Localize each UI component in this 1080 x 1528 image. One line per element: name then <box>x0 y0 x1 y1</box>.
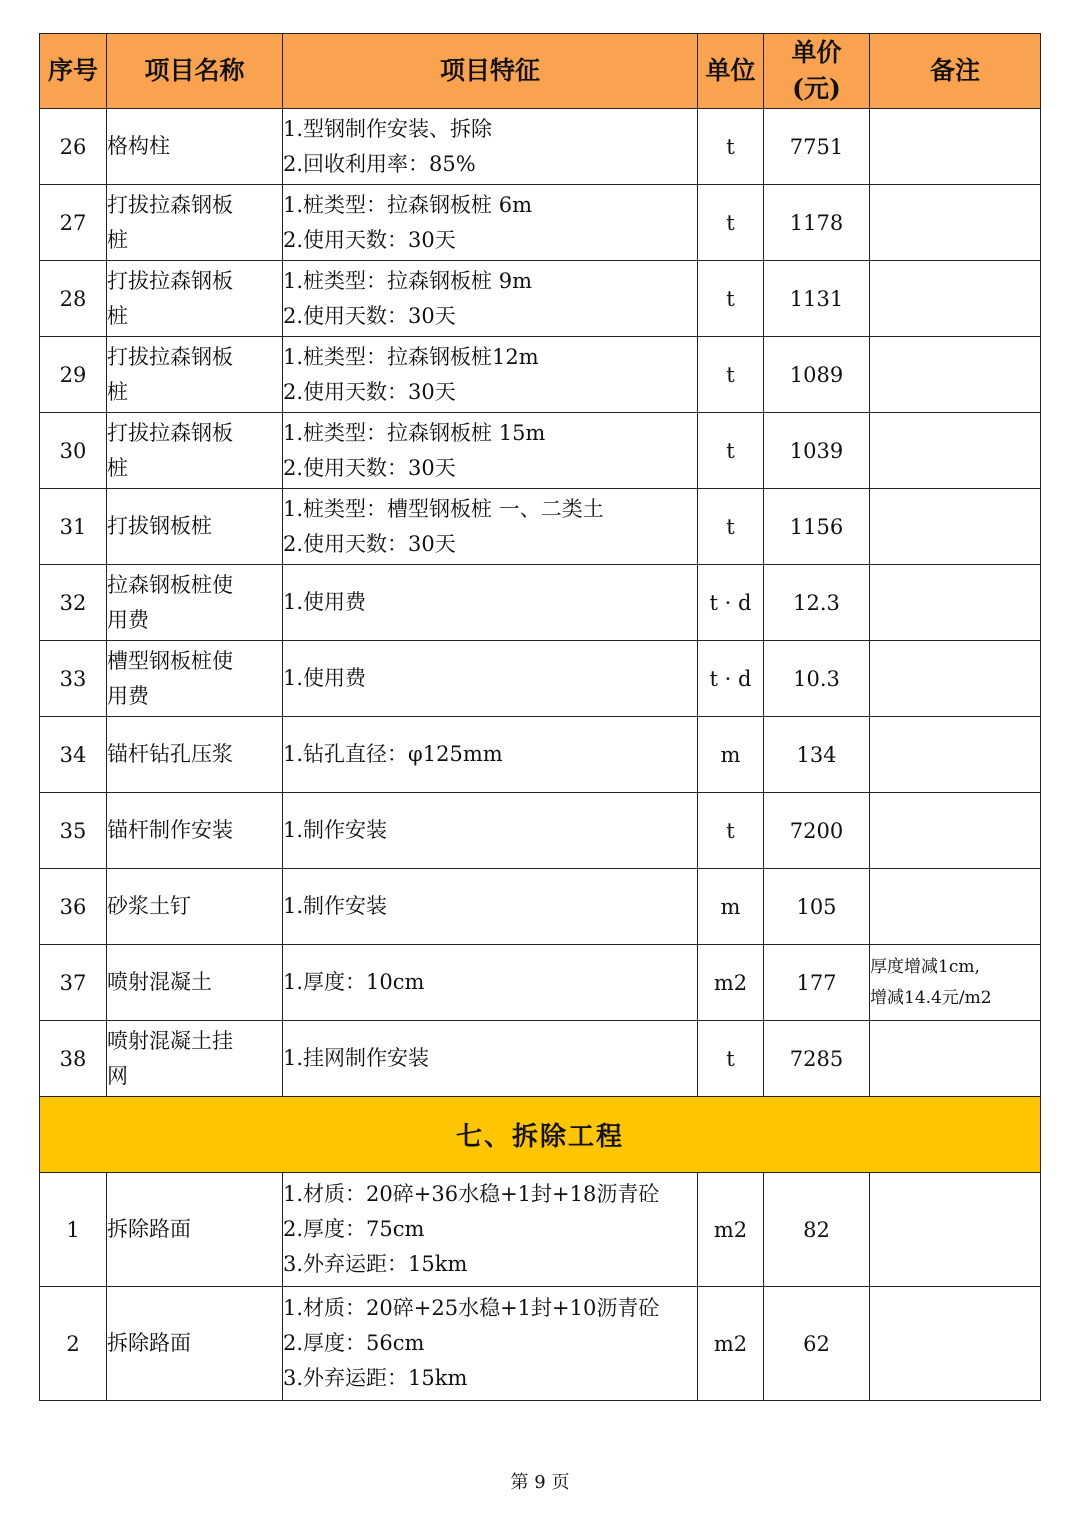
item-unit: m <box>698 717 764 793</box>
item-name-line: 格构柱 <box>107 134 170 158</box>
item-name <box>107 413 283 489</box>
item-unit: t <box>698 793 764 869</box>
feature-line: 2.使用天数：30天 <box>283 455 456 480</box>
item-name <box>107 185 283 261</box>
item-unit: t <box>698 337 764 413</box>
remark-line: 厚度增减1cm, <box>870 956 980 977</box>
item-remark <box>870 565 1041 641</box>
item-unit: m2 <box>698 1173 764 1287</box>
table-row <box>40 1021 1041 1097</box>
item-name <box>107 1287 283 1401</box>
item-features <box>283 185 698 261</box>
feature-line: 2.使用天数：30天 <box>283 303 456 328</box>
table-row <box>40 641 1041 717</box>
feature-line: 3.外弃运距：15km <box>283 1252 468 1276</box>
table-row <box>40 413 1041 489</box>
section-header-row <box>40 1097 1041 1173</box>
item-name-line: 桩 <box>107 227 128 252</box>
item-name <box>107 1021 283 1097</box>
item-unit: t <box>698 185 764 261</box>
item-name-line: 拆除路面 <box>107 1217 191 1241</box>
item-remark <box>870 1021 1041 1097</box>
header-remark: 备注 <box>870 34 1041 109</box>
item-name <box>107 945 283 1021</box>
item-price: 134 <box>764 717 870 793</box>
item-remark <box>870 1173 1041 1287</box>
table-row <box>40 717 1041 793</box>
item-features <box>283 337 698 413</box>
feature-line: 3.外弃运距：15km <box>283 1366 468 1390</box>
item-remark <box>870 945 1041 1021</box>
item-name-line: 拉森钢板桩使 <box>107 572 233 597</box>
item-remark <box>870 1287 1041 1401</box>
item-name-line: 锚杆钻孔压浆 <box>107 742 233 766</box>
feature-line: 2.使用天数：30天 <box>283 379 456 404</box>
item-price: 82 <box>764 1173 870 1287</box>
row-number: 1 <box>40 1173 107 1287</box>
table-row <box>40 945 1041 1021</box>
item-price: 1089 <box>764 337 870 413</box>
feature-line: 2.使用天数：30天 <box>283 227 456 252</box>
feature-line: 1.材质：20碎+36水稳+1封+18沥青砼 <box>283 1182 660 1206</box>
item-name <box>107 641 283 717</box>
table-row <box>40 1173 1041 1287</box>
item-features <box>283 641 698 717</box>
row-number: 34 <box>40 717 107 793</box>
item-features <box>283 413 698 489</box>
item-remark <box>870 641 1041 717</box>
item-unit: t <box>698 489 764 565</box>
feature-line: 1.桩类型：拉森钢板桩 9m <box>283 268 532 293</box>
item-name-line: 砂浆土钉 <box>107 894 191 918</box>
header-price <box>764 34 870 109</box>
item-name-line: 桩 <box>107 379 128 404</box>
table-row <box>40 565 1041 641</box>
item-price: 105 <box>764 869 870 945</box>
table-row <box>40 869 1041 945</box>
item-remark <box>870 261 1041 337</box>
row-number: 37 <box>40 945 107 1021</box>
item-price: 1156 <box>764 489 870 565</box>
item-name-line: 喷射混凝土 <box>107 970 212 994</box>
row-number: 38 <box>40 1021 107 1097</box>
row-number: 36 <box>40 869 107 945</box>
row-number: 26 <box>40 109 107 185</box>
item-unit: m2 <box>698 945 764 1021</box>
header-name: 项目名称 <box>107 34 283 109</box>
table-row <box>40 1287 1041 1401</box>
item-features <box>283 109 698 185</box>
item-name <box>107 337 283 413</box>
row-number: 29 <box>40 337 107 413</box>
item-features <box>283 1287 698 1401</box>
table-row <box>40 109 1041 185</box>
item-features <box>283 945 698 1021</box>
item-name <box>107 869 283 945</box>
item-unit: t · d <box>698 641 764 717</box>
feature-line: 2.回收利用率：85% <box>283 151 476 176</box>
remark-line: 增减14.4元/m2 <box>870 987 992 1008</box>
feature-line: 1.型钢制作安装、拆除 <box>283 116 493 141</box>
feature-line: 1.桩类型：拉森钢板桩 6m <box>283 192 532 217</box>
feature-line: 1.钻孔直径：φ125mm <box>283 742 503 766</box>
feature-line: 1.挂网制作安装 <box>283 1046 430 1070</box>
item-price: 7285 <box>764 1021 870 1097</box>
feature-line: 2.使用天数：30天 <box>283 531 456 556</box>
item-name <box>107 489 283 565</box>
row-number: 2 <box>40 1287 107 1401</box>
item-name-line: 用费 <box>107 683 149 708</box>
item-name <box>107 261 283 337</box>
item-name-line: 锚杆制作安装 <box>107 818 233 842</box>
item-name-line: 打拔拉森钢板 <box>107 268 233 293</box>
item-unit: m2 <box>698 1287 764 1401</box>
item-features <box>283 793 698 869</box>
table-row <box>40 793 1041 869</box>
item-remark <box>870 337 1041 413</box>
item-unit: m <box>698 869 764 945</box>
item-remark <box>870 185 1041 261</box>
table-header-row <box>40 34 1041 109</box>
row-number: 28 <box>40 261 107 337</box>
item-features <box>283 565 698 641</box>
feature-line: 2.厚度：56cm <box>283 1331 425 1355</box>
item-remark <box>870 869 1041 945</box>
item-name-line: 喷射混凝土挂 <box>107 1028 233 1053</box>
table-row <box>40 337 1041 413</box>
item-remark <box>870 109 1041 185</box>
item-name-line: 打拔拉森钢板 <box>107 420 233 445</box>
item-features <box>283 489 698 565</box>
item-name <box>107 565 283 641</box>
item-price: 1178 <box>764 185 870 261</box>
item-features <box>283 261 698 337</box>
item-name <box>107 109 283 185</box>
row-number: 31 <box>40 489 107 565</box>
feature-line: 1.厚度：10cm <box>283 970 425 994</box>
section-title: 七、拆除工程 <box>40 1097 1041 1173</box>
item-name-line: 打拔拉森钢板 <box>107 192 233 217</box>
item-price: 62 <box>764 1287 870 1401</box>
page-number: 第 9 页 <box>510 1472 570 1493</box>
item-remark <box>870 793 1041 869</box>
item-name-line: 用费 <box>107 607 149 632</box>
item-price: 7751 <box>764 109 870 185</box>
header-price-line1: 单价 <box>791 38 842 67</box>
item-name <box>107 717 283 793</box>
item-name <box>107 793 283 869</box>
item-features <box>283 1021 698 1097</box>
table-row <box>40 489 1041 565</box>
table-row <box>40 185 1041 261</box>
item-unit: t <box>698 109 764 185</box>
item-price: 1039 <box>764 413 870 489</box>
header-no: 序号 <box>40 34 107 109</box>
item-features <box>283 1173 698 1287</box>
feature-line: 1.制作安装 <box>283 894 388 918</box>
header-unit: 单位 <box>698 34 764 109</box>
item-price: 1131 <box>764 261 870 337</box>
row-number: 33 <box>40 641 107 717</box>
feature-line: 1.制作安装 <box>283 818 388 842</box>
row-number: 27 <box>40 185 107 261</box>
table-row <box>40 261 1041 337</box>
row-number: 30 <box>40 413 107 489</box>
row-number: 35 <box>40 793 107 869</box>
feature-line: 1.桩类型：槽型钢板桩 一、二类土 <box>283 496 604 521</box>
item-remark <box>870 413 1041 489</box>
item-remark <box>870 717 1041 793</box>
item-features <box>283 717 698 793</box>
feature-line: 1.桩类型：拉森钢板桩12m <box>283 344 539 369</box>
item-unit: t <box>698 261 764 337</box>
item-name-line: 桩 <box>107 303 128 328</box>
item-price: 12.3 <box>764 565 870 641</box>
item-features <box>283 869 698 945</box>
item-price: 7200 <box>764 793 870 869</box>
item-name-line: 打拔拉森钢板 <box>107 344 233 369</box>
item-name-line: 拆除路面 <box>107 1331 191 1355</box>
item-name-line: 槽型钢板桩使 <box>107 648 233 673</box>
feature-line: 1.使用费 <box>283 666 367 690</box>
item-remark <box>870 489 1041 565</box>
feature-line: 1.桩类型：拉森钢板桩 15m <box>283 420 546 445</box>
item-name <box>107 1173 283 1287</box>
feature-line: 1.材质：20碎+25水稳+1封+10沥青砼 <box>283 1296 660 1320</box>
item-price: 177 <box>764 945 870 1021</box>
header-feature: 项目特征 <box>283 34 698 109</box>
item-name-line: 桩 <box>107 455 128 480</box>
header-price-line2: (元) <box>792 74 841 103</box>
item-unit: t <box>698 1021 764 1097</box>
row-number: 32 <box>40 565 107 641</box>
item-unit: t · d <box>698 565 764 641</box>
feature-line: 1.使用费 <box>283 590 367 614</box>
item-name-line: 网 <box>107 1063 128 1088</box>
item-name-line: 打拔钢板桩 <box>107 514 212 538</box>
feature-line: 2.厚度：75cm <box>283 1217 425 1241</box>
item-unit: t <box>698 413 764 489</box>
pricing-table <box>39 33 1041 1401</box>
item-price: 10.3 <box>764 641 870 717</box>
